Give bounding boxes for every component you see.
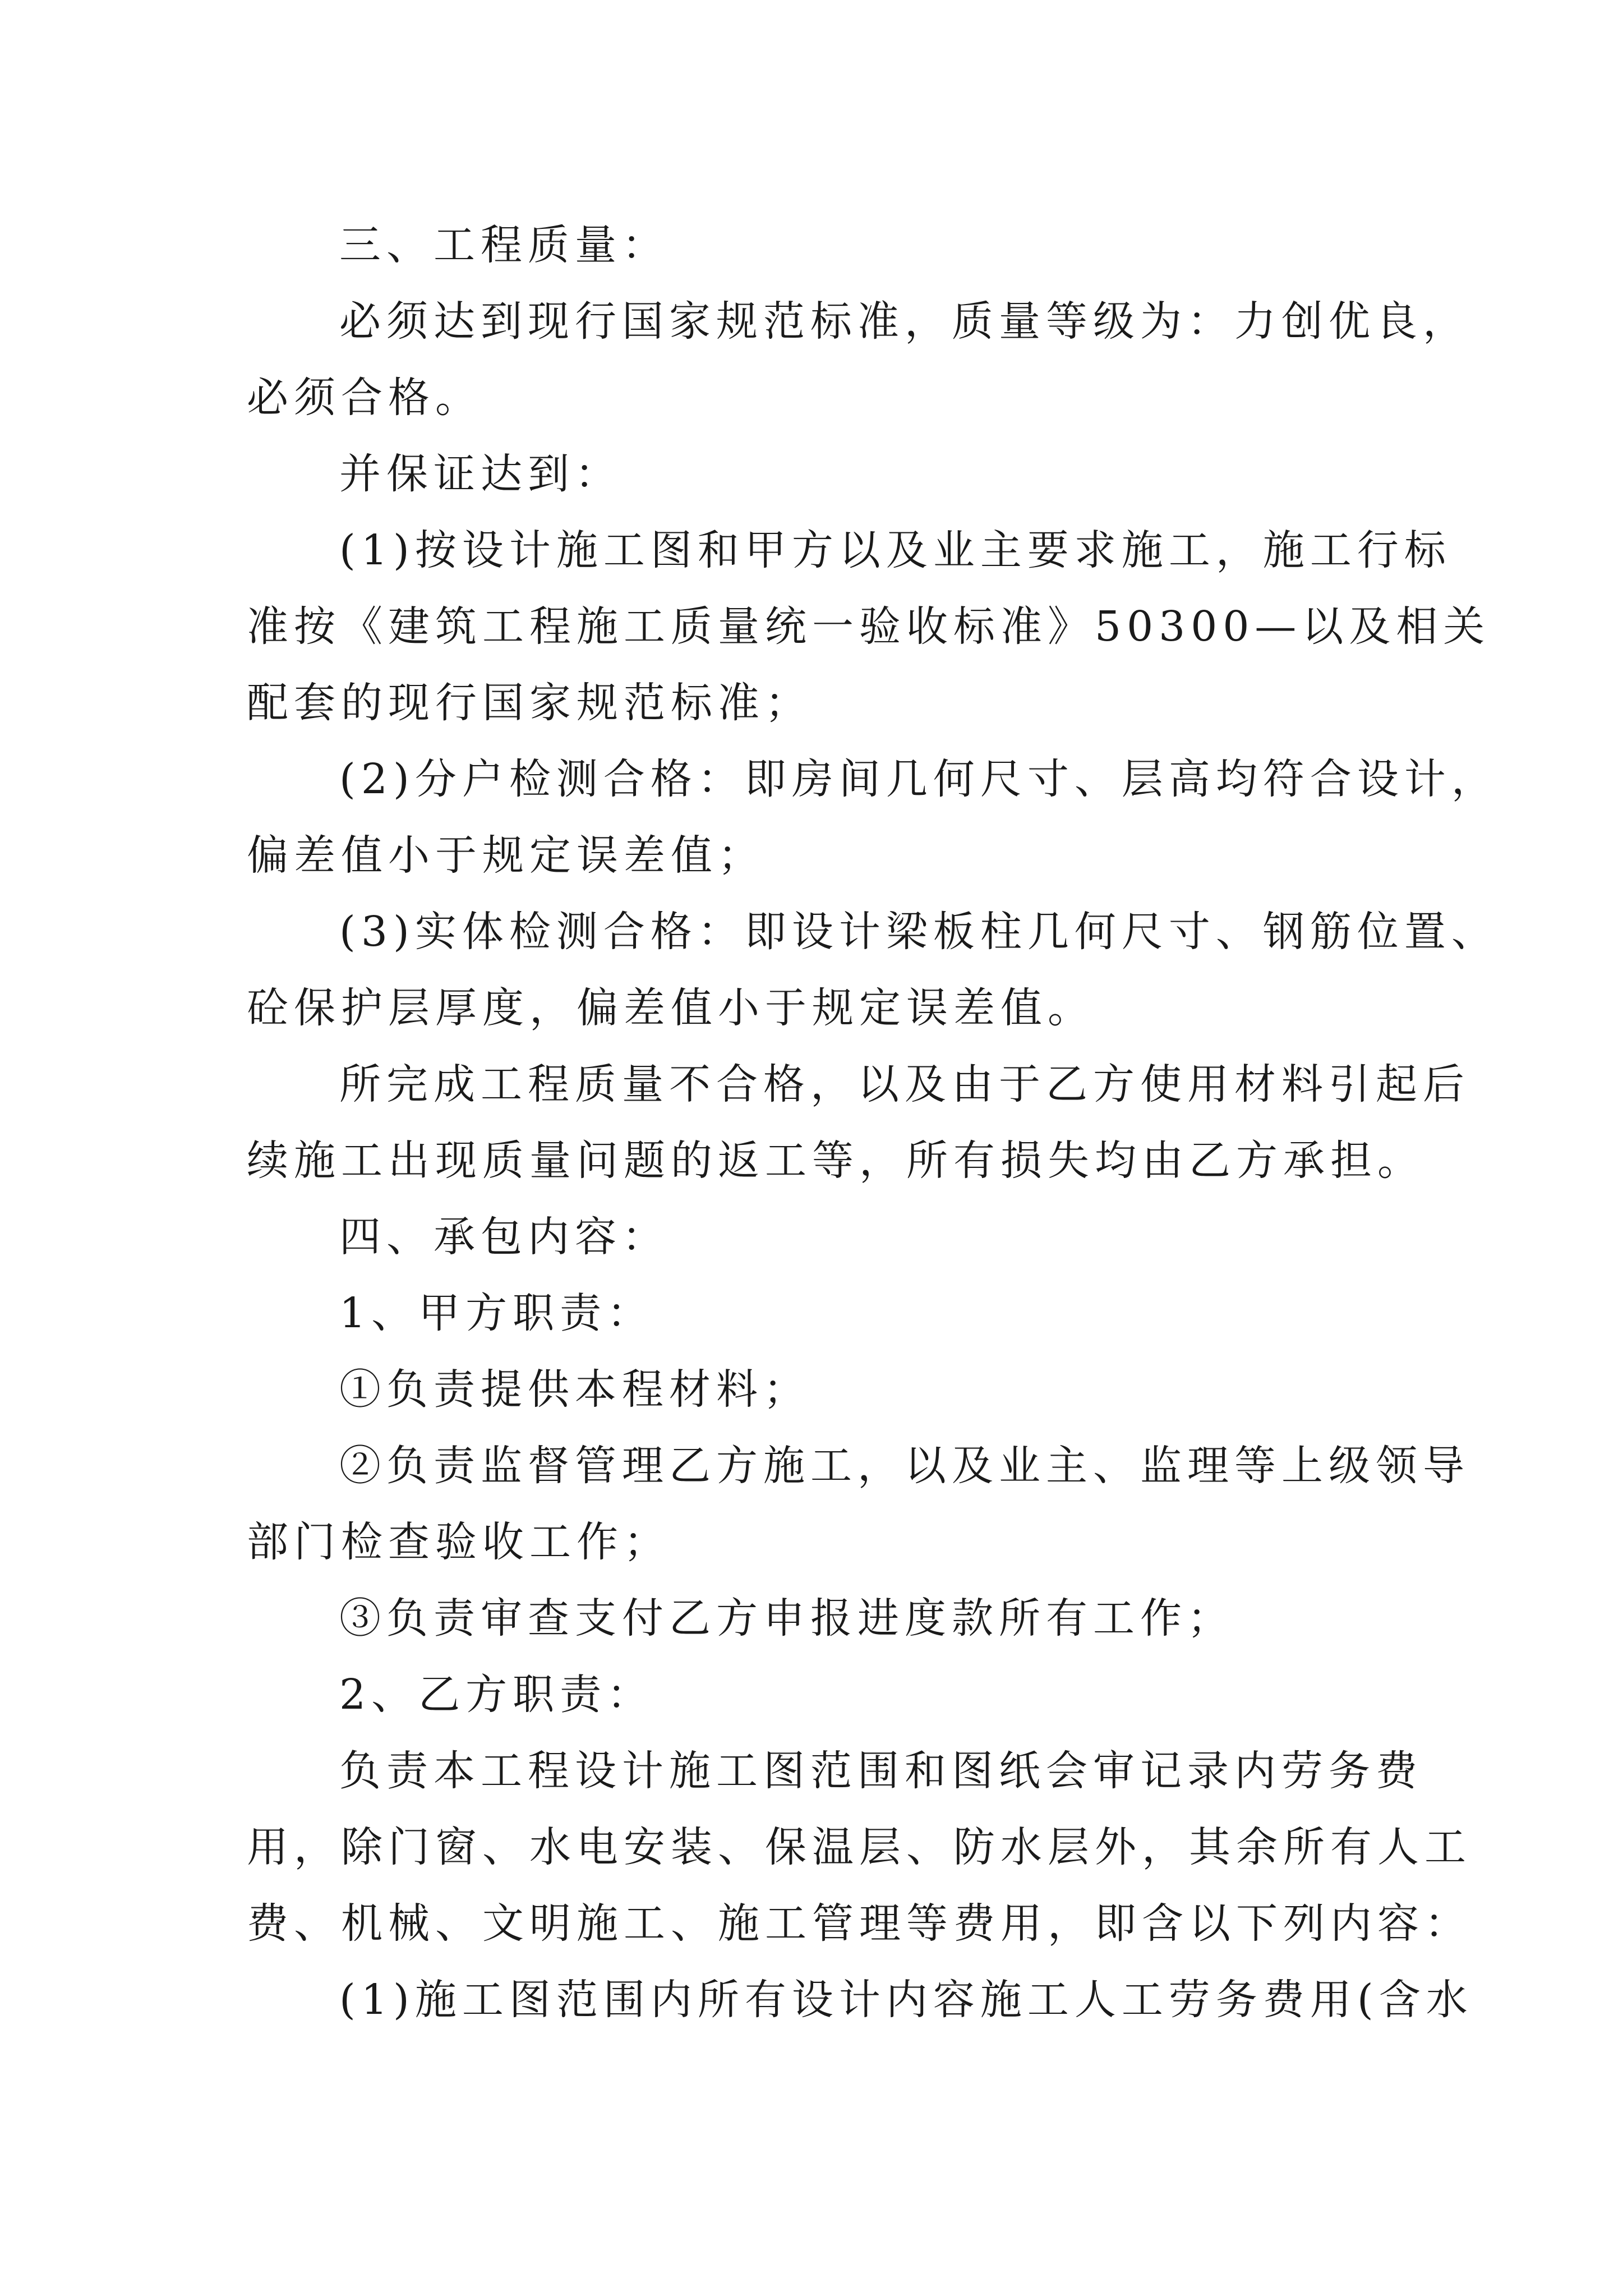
list-item-line: (1)施工图范围内所有设计内容施工人工劳务费用(含水 xyxy=(339,1976,1473,2024)
paragraph-line: 必须达到现行国家规范标准，质量等级为：力创优良， xyxy=(339,297,1470,346)
subheading-party-a: 1、甲方职责： xyxy=(339,1289,654,1337)
list-item-line: ①负责提供本程材料； xyxy=(339,1365,810,1414)
subheading-party-b: 2、乙方职责： xyxy=(339,1671,654,1719)
list-item-line: (2)分户检测合格：即房间几何尺寸、层高均符合设计， xyxy=(339,755,1498,803)
section-heading-quality: 三、工程质量： xyxy=(339,221,669,269)
list-item-line: (3)实体检测合格：即设计梁板柱几何尺寸、钢筋位置、 xyxy=(339,908,1498,956)
paragraph-line: 负责本工程设计施工图范围和图纸会审记录内劳务费 xyxy=(339,1747,1423,1795)
paragraph-line: 配套的现行国家规范标准； xyxy=(247,679,812,727)
list-item-line: ②负责监督管理乙方施工，以及业主、监理等上级领导 xyxy=(339,1442,1470,1490)
paragraph-line: 必须合格。 xyxy=(247,374,482,422)
paragraph-line: 准按《建筑工程施工质量统一验收标准》50300—以及相关 xyxy=(247,602,1491,651)
section-heading-scope: 四、承包内容： xyxy=(339,1213,669,1261)
list-item-line: ③负责审查支付乙方申报进度款所有工作； xyxy=(339,1594,1234,1642)
paragraph-line: 偏差值小于规定误差值； xyxy=(247,831,765,880)
paragraph-line: 续施工出现质量问题的返工等，所有损失均由乙方承担。 xyxy=(247,1137,1424,1185)
paragraph-line: 用，除门窗、水电安装、保温层、防水层外，其余所有人工 xyxy=(247,1823,1472,1871)
paragraph-line: 所完成工程质量不合格，以及由于乙方使用材料引起后 xyxy=(339,1060,1470,1108)
paragraph-line: 费、机械、文明施工、施工管理等费用，即含以下列内容： xyxy=(247,1899,1472,1948)
paragraph-line: 并保证达到： xyxy=(339,450,622,498)
paragraph-line: 砼保护层厚度，偏差值小于规定误差值。 xyxy=(247,984,1095,1032)
paragraph-line: 部门检查验收工作； xyxy=(247,1518,671,1566)
list-item-line: (1)按设计施工图和甲方以及业主要求施工，施工行标 xyxy=(339,526,1451,574)
